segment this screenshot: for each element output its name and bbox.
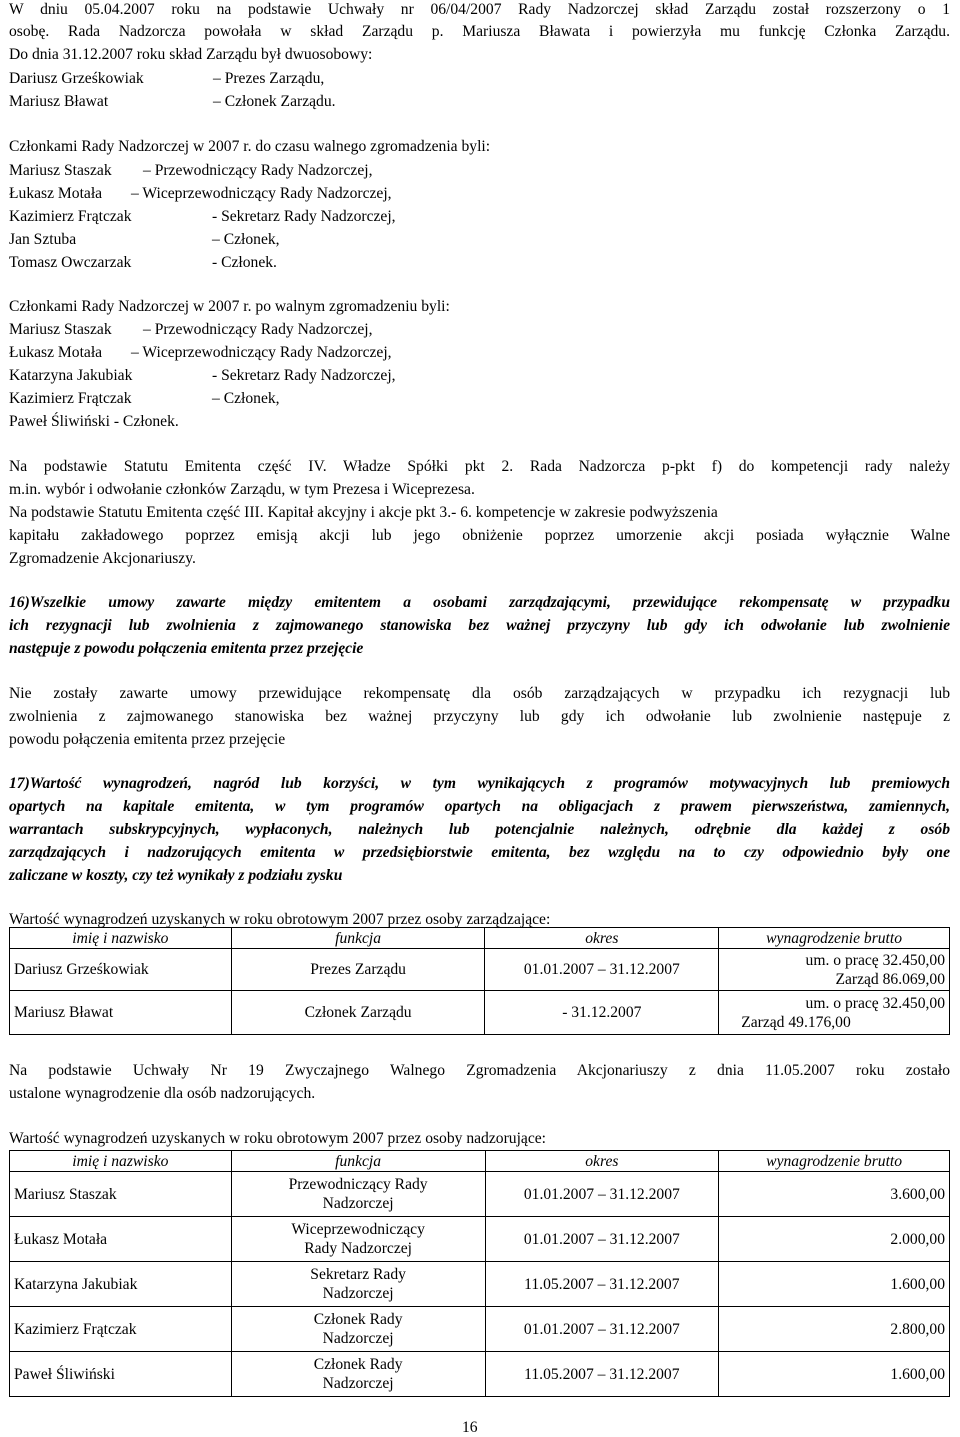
pay-board: Zarząd 86.069,00 — [835, 970, 945, 988]
cell-pay: 2.800,00 — [719, 1307, 950, 1352]
pay-board: Zarząd 49.176,00 — [741, 1013, 851, 1031]
section-17-heading-2: opartych na kapitale emitenta, w tym programów opartych na obligacjach z prawem pierwszeństwa, zamiennych, — [9, 798, 950, 815]
section-16-body-3: powodu połączenia emitenta przez przejęcie — [9, 731, 286, 748]
council-after-heading: Członkami Rady Nadzorczej w 2007 r. po walnym zgromadzeniu byli: — [9, 298, 450, 315]
council-member-role: – Wiceprzewodniczący Rady Nadzorczej, — [131, 344, 392, 361]
intro-line-2: osobę. Rada Nadzorcza powołała w skład Zarządu p. Mariusza Bławata i powierzyła mu funkcję Członka Zarządu. — [9, 23, 950, 40]
table-mgmt-caption: Wartość wynagrodzeń uzyskanych w roku obrotowym 2007 przez osoby zarządzające: — [9, 911, 551, 928]
section-16-heading-1: 16)Wszelkie umowy zawarte między emitentem a osobami zarządzającymi, przewidujące rekompensatę w przypadku — [9, 594, 950, 611]
board-member-name: Dariusz Grześkowiak — [9, 70, 144, 87]
cell-pay: 3.600,00 — [719, 1172, 950, 1217]
function-line: Członek Rady — [313, 1311, 403, 1328]
cell-name: Mariusz Staszak — [10, 1172, 232, 1217]
cell-period: 11.05.2007 – 31.12.2007 — [485, 1262, 719, 1307]
function-line: Nadzorczej — [322, 1285, 394, 1302]
cell-name: Dariusz Grześkowiak — [10, 949, 232, 991]
council-before-heading: Członkami Rady Nadzorczej w 2007 r. do czasu walnego zgromadzenia byli: — [9, 138, 491, 155]
table-row — [10, 1262, 950, 1307]
table-row — [10, 1307, 950, 1352]
table-sup-caption: Wartość wynagrodzeń uzyskanych w roku obrotowym 2007 przez osoby nadzorujące: — [9, 1130, 546, 1147]
council-member-last: Paweł Śliwiński - Członek. — [9, 413, 179, 430]
cell-function — [231, 1352, 485, 1397]
board-member-name: Mariusz Bławat — [9, 93, 109, 110]
council-member-role: – Przewodniczący Rady Nadzorczej, — [143, 321, 373, 338]
council-member-name: Kazimierz Frątczak — [9, 390, 132, 407]
intro-line-1: W dniu 05.04.2007 roku na podstawie Uchwały nr 06/04/2007 Rady Nadzorczej skład Zarządu został rozszerzony o 1 — [9, 1, 950, 18]
council-member-name: Kazimierz Frątczak — [9, 208, 132, 225]
section-17-heading-5: zaliczane w koszty, czy też wynikały z podziału zysku — [9, 867, 343, 884]
column-header: wynagrodzenie brutto — [719, 1151, 950, 1172]
council-member-role: - Członek. — [212, 254, 277, 271]
statute-line-1: Na podstawie Statutu Emitenta część IV. Władze Spółki pkt 2. Rada Nadzorcza p-pkt f) do kompetencji rady należy — [9, 458, 950, 475]
function-line: Członek Rady — [313, 1356, 403, 1373]
cell-name: Katarzyna Jakubiak — [10, 1262, 232, 1307]
column-header: imię i nazwisko — [10, 928, 232, 949]
statute-line-4: kapitału zakładowego poprzez emisją akcji lub jego obniżenie poprzez umorzenie akcji posiada wyłącznie Walne — [9, 527, 950, 544]
board-member-role: – Prezes Zarządu, — [213, 70, 325, 87]
pay-contract: um. o pracę 32.450,00 — [805, 951, 945, 969]
column-header: funkcja — [231, 928, 485, 949]
council-member-role: – Wiceprzewodniczący Rady Nadzorczej, — [131, 185, 392, 202]
cell-name: Paweł Śliwiński — [10, 1352, 232, 1397]
section-16-heading-2: ich rezygnacji lub zwolnienia z zajmowanego stanowiska bez ważnej przyczyny lub gdy ich odwołanie lub zwolnienie — [9, 617, 950, 634]
table-row — [10, 1172, 950, 1217]
function-line: Przewodniczący Rady — [288, 1176, 428, 1193]
intro-line-3: Do dnia 31.12.2007 roku skład Zarządu był dwuosobowy: — [9, 46, 373, 63]
cell-period: 01.01.2007 – 31.12.2007 — [485, 949, 719, 991]
cell-period: 01.01.2007 – 31.12.2007 — [485, 1307, 719, 1352]
cell-function — [231, 1307, 485, 1352]
council-member-name: Mariusz Staszak — [9, 162, 112, 179]
cell-function: Prezes Zarządu — [231, 949, 485, 991]
council-member-name: Mariusz Staszak — [9, 321, 112, 338]
column-header: imię i nazwisko — [10, 1151, 232, 1172]
table-header-row — [10, 1151, 950, 1172]
resolution-line-2: ustalone wynagrodzenie dla osób nadzorujących. — [9, 1085, 316, 1102]
column-header: funkcja — [231, 1151, 485, 1172]
function-line: Wiceprzewodniczący — [291, 1221, 425, 1238]
council-member-name: Katarzyna Jakubiak — [9, 367, 133, 384]
section-16-heading-3: następuje z powodu połączenia emitenta przez przejęcie — [9, 640, 364, 657]
cell-period: 01.01.2007 – 31.12.2007 — [485, 1172, 719, 1217]
cell-period: 01.01.2007 – 31.12.2007 — [485, 1217, 719, 1262]
statute-line-2: m.in. wybór i odwołanie członków Zarządu, w tym Prezesa i Wiceprezesa. — [9, 481, 475, 498]
column-header: okres — [485, 928, 719, 949]
function-line: Sekretarz Rady — [310, 1266, 406, 1283]
cell-pay — [719, 949, 950, 991]
cell-name: Kazimierz Frątczak — [10, 1307, 232, 1352]
cell-name: Łukasz Motała — [10, 1217, 232, 1262]
board-member-role: – Członek Zarządu. — [213, 93, 336, 110]
column-header: okres — [485, 1151, 719, 1172]
function-line: Rady Nadzorczej — [304, 1240, 413, 1257]
cell-function — [231, 1217, 485, 1262]
council-member-role: – Członek, — [212, 390, 280, 407]
council-member-role: – Przewodniczący Rady Nadzorczej, — [143, 162, 373, 179]
section-17-heading-1: 17)Wartość wynagrodzeń, nagród lub korzyści, w tym wynikających z programów motywacyjnych lub premiowych — [9, 775, 950, 792]
resolution-line-1: Na podstawie Uchwały Nr 19 Zwyczajnego Walnego Zgromadzenia Akcjonariuszy z dnia 11.05.2007 roku zostało — [9, 1062, 950, 1079]
section-16-body-2: zwolnienia z zajmowanego stanowiska bez ważnej przyczyny lub gdy ich odwołanie lub zwolnienie następuje z — [9, 708, 950, 725]
statute-line-5: Zgromadzenie Akcjonariuszy. — [9, 550, 196, 567]
council-member-name: Łukasz Motała — [9, 185, 103, 202]
council-member-name: Łukasz Motała — [9, 344, 103, 361]
cell-pay: 2.000,00 — [719, 1217, 950, 1262]
section-17-heading-4: zarządzających i nadzorujących emitenta w przedsiębiorstwie emitenta, bez względu na to czy odpowiednio były one — [9, 844, 950, 861]
cell-function: Członek Zarządu — [231, 991, 485, 1035]
table-row — [10, 1217, 950, 1262]
cell-pay: 1.600,00 — [719, 1352, 950, 1397]
table-row — [10, 949, 950, 991]
council-member-name: Jan Sztuba — [9, 231, 77, 248]
function-line: Nadzorczej — [322, 1375, 394, 1392]
function-line: Nadzorczej — [322, 1330, 394, 1347]
council-member-role: - Sekretarz Rady Nadzorczej, — [212, 208, 396, 225]
table-header-row — [10, 928, 950, 949]
section-17-heading-3: warrantach subskrypcyjnych, wypłaconych, należnych lub potencjalnie należnych, odrębnie dla każdej z osób — [9, 821, 950, 838]
section-16-body-1: Nie zostały zawarte umowy przewidujące rekompensatę dla osób zarządzających w przypadku ich rezygnacji lub — [9, 685, 950, 702]
table-row — [10, 991, 950, 1035]
cell-period: 11.05.2007 – 31.12.2007 — [485, 1352, 719, 1397]
cell-name: Mariusz Bławat — [10, 991, 232, 1035]
pay-contract: um. o pracę 32.450,00 — [805, 994, 945, 1012]
management-pay-table — [9, 927, 950, 1035]
statute-line-3: Na podstawie Statutu Emitenta część III. Kapitał akcyjny i akcje pkt 3.- 6. kompetencje w zakresie podwyższenia — [9, 504, 718, 521]
cell-pay: 1.600,00 — [719, 1262, 950, 1307]
council-member-role: - Sekretarz Rady Nadzorczej, — [212, 367, 396, 384]
function-line: Nadzorczej — [322, 1195, 394, 1212]
cell-function — [231, 1262, 485, 1307]
supervisory-pay-table — [9, 1150, 950, 1397]
council-member-role: – Członek, — [212, 231, 280, 248]
council-member-name: Tomasz Owczarzak — [9, 254, 132, 271]
table-row — [10, 1352, 950, 1397]
cell-pay — [719, 991, 950, 1035]
column-header: wynagrodzenie brutto — [719, 928, 950, 949]
page-number: 16 — [462, 1419, 478, 1436]
cell-function — [231, 1172, 485, 1217]
cell-period: - 31.12.2007 — [485, 991, 719, 1035]
